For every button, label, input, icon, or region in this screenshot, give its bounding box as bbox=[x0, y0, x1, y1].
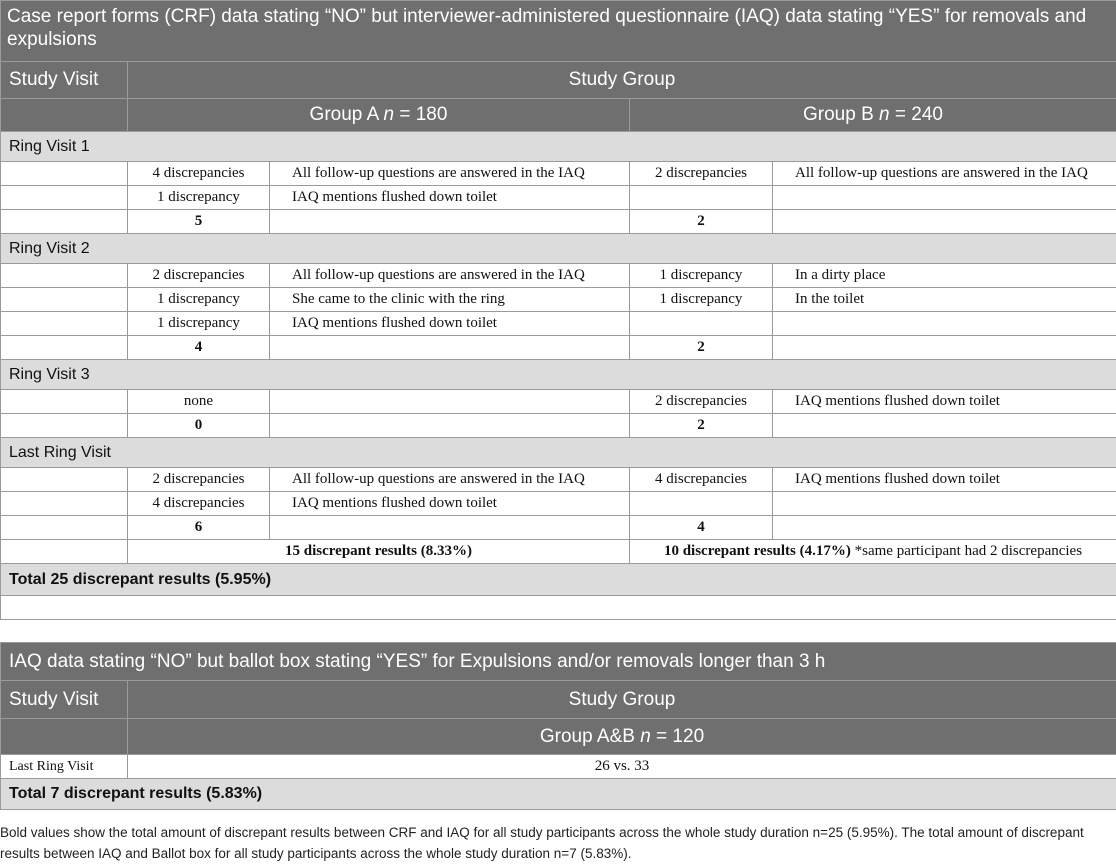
table-row bbox=[1, 390, 1116, 414]
group-a-note-cell: IAQ mentions flushed down toilet bbox=[270, 492, 630, 516]
subtotal-row bbox=[1, 414, 1116, 438]
group-a-count-cell: 2 discrepancies bbox=[128, 264, 270, 288]
group-b-header: Group B n = 240 bbox=[630, 99, 1116, 132]
table-row bbox=[1, 264, 1116, 288]
group-a-count-cell: none bbox=[128, 390, 270, 414]
group-a-count-cell: 1 discrepancy bbox=[128, 186, 270, 210]
group-b-note-cell bbox=[773, 414, 1116, 438]
table-row bbox=[1, 288, 1116, 312]
table2-empty-header-cell bbox=[1, 719, 128, 755]
table2-study-group-header: Study Group bbox=[128, 681, 1116, 719]
visit-label-cell bbox=[1, 162, 128, 186]
group-a-subtotal: 5 bbox=[128, 210, 270, 234]
group-b-note-cell bbox=[773, 336, 1116, 360]
table2-visit-cell: Last Ring Visit bbox=[1, 755, 128, 779]
table-footnote: Bold values show the total amount of discrepant results between CRF and IAQ for all study participants across the whole study duration n=25 (5.95%). The total amount of discrepant results between IAQ and Ballot box for all study participants across the whole study duration n=7 (5.83%). bbox=[0, 820, 1116, 864]
subtotal-row bbox=[1, 210, 1116, 234]
group-a-note-cell bbox=[270, 336, 630, 360]
group-b-count-cell: 1 discrepancy bbox=[630, 288, 773, 312]
visit-label-cell bbox=[1, 468, 128, 492]
visit-section-header: Ring Visit 3 bbox=[1, 360, 1116, 390]
group-b-total-note: *same participant had 2 discrepancies bbox=[851, 543, 1082, 559]
table1-title: Case report forms (CRF) data stating “NO” but interviewer-administered questionnaire (IAQ) data stating “YES” for removals and expulsions bbox=[1, 1, 1116, 62]
visit-section-header: Ring Visit 2 bbox=[1, 234, 1116, 264]
group-b-note-cell: IAQ mentions flushed down toilet bbox=[773, 468, 1116, 492]
group-a-note-cell bbox=[270, 210, 630, 234]
visit-label-cell bbox=[1, 540, 128, 564]
group-b-count-cell: 2 discrepancies bbox=[630, 162, 773, 186]
visit-label-cell bbox=[1, 312, 128, 336]
visit-label-cell bbox=[1, 390, 128, 414]
group-a-total: 15 discrepant results (8.33%) bbox=[128, 540, 630, 564]
group-b-subtotal: 4 bbox=[630, 516, 773, 540]
group-b-note-cell bbox=[773, 186, 1116, 210]
group-a-note-cell: IAQ mentions flushed down toilet bbox=[270, 312, 630, 336]
group-b-note-cell: In the toilet bbox=[773, 288, 1116, 312]
group-b-subtotal: 2 bbox=[630, 336, 773, 360]
group-b-subtotal: 2 bbox=[630, 210, 773, 234]
subtotal-row bbox=[1, 336, 1116, 360]
visit-section-header: Last Ring Visit bbox=[1, 438, 1116, 468]
visit-label-cell bbox=[1, 186, 128, 210]
table1-grand-total: Total 25 discrepant results (5.95%) bbox=[1, 564, 1116, 596]
group-b-count-cell: 1 discrepancy bbox=[630, 264, 773, 288]
group-a-count-cell: 1 discrepancy bbox=[128, 312, 270, 336]
table2-title: IAQ data stating “NO” but ballot box stating “YES” for Expulsions and/or removals longer than 3 h bbox=[1, 643, 1116, 681]
group-totals-row bbox=[1, 540, 1116, 564]
table1-empty-header-cell bbox=[1, 99, 128, 132]
group-a-note-cell: IAQ mentions flushed down toilet bbox=[270, 186, 630, 210]
table1-study-group-header: Study Group bbox=[128, 62, 1116, 99]
visit-label-cell bbox=[1, 414, 128, 438]
table-row bbox=[1, 186, 1116, 210]
table2-value-cell: 26 vs. 33 bbox=[128, 755, 1116, 779]
group-a-count-cell: 4 discrepancies bbox=[128, 162, 270, 186]
table2-study-visit-header: Study Visit bbox=[1, 681, 128, 719]
table-row bbox=[1, 492, 1116, 516]
visit-label-cell bbox=[1, 492, 128, 516]
group-b-count-cell bbox=[630, 492, 773, 516]
group-b-note-cell bbox=[773, 210, 1116, 234]
group-a-subtotal: 0 bbox=[128, 414, 270, 438]
group-a-note-cell bbox=[270, 516, 630, 540]
group-b-count-cell: 2 discrepancies bbox=[630, 390, 773, 414]
group-b-total-value: 10 discrepant results (4.17%) bbox=[664, 543, 851, 559]
visit-label-cell bbox=[1, 516, 128, 540]
group-a-subtotal: 4 bbox=[128, 336, 270, 360]
visit-section-header: Ring Visit 1 bbox=[1, 132, 1116, 162]
group-b-count-cell: 4 discrepancies bbox=[630, 468, 773, 492]
table-row bbox=[1, 468, 1116, 492]
group-a-count-cell: 2 discrepancies bbox=[128, 468, 270, 492]
group-a-count-cell: 1 discrepancy bbox=[128, 288, 270, 312]
group-b-note-cell: In a dirty place bbox=[773, 264, 1116, 288]
table1-study-visit-header: Study Visit bbox=[1, 62, 128, 99]
group-a-note-cell: All follow-up questions are answered in the IAQ bbox=[270, 468, 630, 492]
group-b-note-cell bbox=[773, 516, 1116, 540]
subtotal-row bbox=[1, 516, 1116, 540]
group-ab-header: Group A&B n = 120 bbox=[128, 719, 1116, 755]
iaq-vs-ballot-box-table bbox=[0, 642, 1116, 810]
group-a-note-cell: All follow-up questions are answered in the IAQ bbox=[270, 264, 630, 288]
group-b-total bbox=[630, 540, 1116, 564]
group-b-note-cell: IAQ mentions flushed down toilet bbox=[773, 390, 1116, 414]
group-b-note-cell: All follow-up questions are answered in the IAQ bbox=[773, 162, 1116, 186]
table-row bbox=[1, 312, 1116, 336]
visit-label-cell bbox=[1, 264, 128, 288]
group-a-count-cell: 4 discrepancies bbox=[128, 492, 270, 516]
group-b-subtotal: 2 bbox=[630, 414, 773, 438]
group-b-count-cell bbox=[630, 186, 773, 210]
group-b-count-cell bbox=[630, 312, 773, 336]
visit-label-cell bbox=[1, 336, 128, 360]
table1-spacer-row bbox=[1, 596, 1116, 620]
group-b-note-cell bbox=[773, 492, 1116, 516]
group-a-note-cell bbox=[270, 414, 630, 438]
group-b-note-cell bbox=[773, 312, 1116, 336]
group-a-note-cell: She came to the clinic with the ring bbox=[270, 288, 630, 312]
table-row bbox=[1, 162, 1116, 186]
visit-label-cell bbox=[1, 288, 128, 312]
group-a-subtotal: 6 bbox=[128, 516, 270, 540]
group-a-header: Group A n = 180 bbox=[128, 99, 630, 132]
group-a-note-cell: All follow-up questions are answered in the IAQ bbox=[270, 162, 630, 186]
table2-grand-total: Total 7 discrepant results (5.83%) bbox=[1, 779, 1116, 810]
visit-label-cell bbox=[1, 210, 128, 234]
group-a-note-cell bbox=[270, 390, 630, 414]
